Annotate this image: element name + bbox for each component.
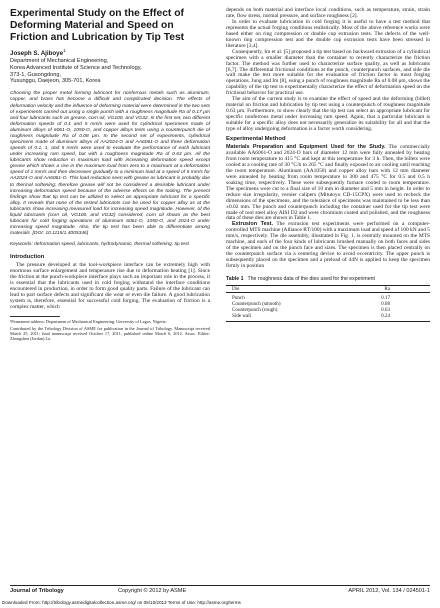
author-block — [10, 48, 210, 85]
extrusion-text: The extrusion test experiments were performed on a computer-controlled MTS machine (Alliance RT/100) with a maximum load and speed of 100 kN and 5 mm/s, respectively. The die assembly, illustrated in Fig. 1, is centrally mounted on the MTS machine, and each of the four kinds of lubricants brushed manually on both faces and sides of the specimen and on the punch face and sizes. The specimen is then placed centrally on the counterpunch surface via a centering device to avoid eccentricity. The upper punch is subsequently placed on the specimen and a preload of 44N is applied to keep the specimen firmly in position — [226, 221, 431, 270]
table-row — [226, 292, 430, 301]
paper-title: Experimental Study on the Effect of Deforming Material and Speed on Friction and Lubrication by Tip Test — [10, 8, 185, 43]
extrusion-paragraph — [226, 222, 430, 270]
extrusion-subheading: Extrusion Test. — [232, 221, 273, 228]
affiliation-line: Korea Advanced Institute of Science and Technology, — [10, 64, 142, 71]
page-footer — [10, 585, 430, 596]
table-cell-die: Punch — [232, 294, 245, 301]
table-header-die: Die — [232, 285, 240, 292]
table-cell-die: Side wall — [232, 312, 252, 319]
table-cell-die: Counterpunch (smooth) — [232, 300, 281, 307]
affiliation-line: 373-1, Gusongdong, — [10, 71, 62, 78]
table-caption-text: The roughness data of the dies used for the experiment — [247, 276, 375, 283]
left-column — [10, 8, 210, 343]
intro-paragraph: The pressure developed at the tool-workpiece interface can be extremely high with enormous surface enlargement and temperature rise due to deformation heating [1]. Since the friction at the punch-workpiece interface plays such an important role in the process, it is essential that the lubricants used in cold forging withstand the interface conditions encountered in production, in order to form good quality parts. Failure of the lubricant can lead to part surface defects and significant die wear or even die failure. A good lubrication system is, therefore, essential for successful cold forging. The evaluation of friction is a complex matter, which — [10, 262, 210, 311]
experimental-method-heading: Experimental Method — [226, 136, 286, 143]
author-footnote-marker: 1 — [63, 48, 66, 53]
materials-text: The commercially available AA6061-O and 2024-O bars of diameter 12 mm were fully annealed by heating from room temperature to 415 °C and kept at this temperature for 3 h. Then, the billets were cooled at a cooling rate of 30 °C/h to 265 °C and finally exposed to air cooling until reaching the room temperature. Aluminum (AA1050) and copper alloy bars with 12 mm diameter were annealed by heating from room temperature to 300 and 475 °C for 0.5 and 0.5 h soaking time, respectively. These were subsequently furnace cooled to room temperature. The specimens were cut to a final size of 10 mm in diameter and 5 mm in height. In order to reduce size irregularity, vernier calipers (Mitutoyo CD-15CPX) were used to recheck the dimensions of the specimens, and the tolerance of specimens was maintained to be less than ±0.02 mm. The punch and counterpunch including the container used for the tip test were made of tool steel alloy AISI D2 and were chromium coated and polished, and the roughness data of these dies are shown in Table 1. — [226, 144, 430, 222]
table-cell-ra: 0.63 — [381, 306, 390, 313]
keywords: Keywords: deformation speed, lubricants, hydrodynamic, thermal softening, tip test — [10, 242, 189, 248]
copyright-notice: Copyright © 2012 by ASME — [118, 588, 187, 594]
materials-paragraph — [226, 145, 430, 222]
footnote: ¹Permanent address: Department of Mechanical Engineering, University of Lagos, Nigeria. — [10, 318, 167, 324]
affiliation-line: Department of Mechanical Engineering, — [10, 57, 109, 64]
table-caption — [226, 276, 430, 283]
roughness-table — [226, 285, 430, 322]
body-paragraph: Consequently, Im et al. [5] proposed a tip test based on backward extrusion of a cylindrical specimen with a smaller diameter than the container to recently characterize the friction factor. The method was further used to characterize surface quality, as well as lubricants [6,7]. The differential frictional conditions at the punch, counterpunch surfaces, and side die wall make the test more suitable for the evaluation of friction factor in most forging operations. Jung and Im [8], using a punch of roughness magnitude Ra of 0.08 μm, shows the capability of the tip test to experimentally characterize the effect of deformation speed on the frictional behavior for practical use. — [226, 48, 430, 97]
table-header-ra: Ra — [384, 285, 390, 292]
affiliation-line: Yusunggu, Daejeon, 305-701, Korea — [10, 78, 101, 85]
materials-subheading: Materials Preparation and Equipment Used for the Study. — [226, 144, 386, 151]
table-cell-ra: 0.08 — [381, 300, 390, 307]
author-name: Joseph S. Ajiboye — [10, 49, 64, 57]
footnote: Contributed by the Tribology Division of ASME for publication in the Journal of Tribology. Manuscript received March 25, 2011; final manuscript received October 17, 2011; published online March 6, 2012. Assoc. Editor: Zhongshen (Jordan) Lu. — [10, 326, 210, 342]
issue-page-number: APRIL 2012, Vol. 134 / 024501-1 — [348, 588, 430, 594]
introduction-heading: Introduction — [10, 254, 45, 261]
table-cell-die: Counterpunch (rough) — [232, 306, 278, 313]
right-column — [226, 8, 430, 322]
footnote-divider — [10, 316, 60, 317]
download-notice: Downloaded From: http://tribology.asmedigitalcollection.asme.org/ on 05/10/2013 Terms of Use: http://asme.org/terms — [2, 600, 241, 605]
body-paragraph: depends on both material and interface local conditions, such as temperature, strain, strain rate, flow stress, normal pressure, and surface roughness [2]. — [226, 7, 430, 19]
table-header-row — [226, 285, 430, 292]
body-paragraph: In order to evaluate lubrication in cold forging it is useful to have a test method that represents the actual forging conditions realistically. Most of the above reference works were based either on ring compression or double cup extrusion tests. The defects of the well-known ring compression test and the double cup extrusion tests have been stressed in literature [3,4]. — [226, 18, 430, 49]
table-label: Table 1 — [226, 276, 244, 283]
table-cell-ra: 0.24 — [381, 312, 390, 319]
abstract: Choosing the proper metal forming lubricant for nonferrous metals such as aluminum, copper, and brass has become a difficult and complicated decision. The effects of deformation velocity and the influence of deforming material were determined in the two sets of experiments carried out using a single punch with a roughness magnitude Ra of 0.17 μm and four lubricants such as grease, corn oil, VG100, and VG32. In the first set, two different deformation speeds of 0.1 and 5 mm/s were used for cylindrical specimens made of aluminum alloys of 6061-O, 1050-O, and copper alloys tests using a counterpunch die of roughness magnitude Ra of 0.08 μm. In the second set of experiments, cylindrical specimens made of aluminum alloys of AA2024-O and AA6061-O and three deformation speeds of 0.1, 1, and 5 mm/s were used to evaluate the performance of each lubricant under increasing ram speed, but with a roughness magnitude Ra of 0.63 μm. All the lubricants show reduction in maximum load with increasing deformation speed except grease which shows a rise in the maximum load from zero to a maximum at a deformation speed of 1 mm/s and then decreases gradually to a minimum load at a speed of 5 mm/s for AA2024-O and AA6061-O. This load reduction seen with grease as lubricant is probably due to thermal softening; therefore grease will not be considered a desirable lubricant under increasing deformation speed because of the adverse effects on the tooling. The present findings show that tip test can be utilized to select an appropriate lubricant for a specific alloy. It reveals that none of the tested lubricants can be used for copper alloy as at the lubricants show increasing measured load for increasing speed magnitude. However, of the liquid lubricants (corn oil, VG100, and VG32) considered, corn oil shows as the best lubricant for cold forging operations of aluminum 6061-O, 1050-O, and 2024-O under increasing speed magnitude. Also, the tip test has been able to differentiate among materials. [DOI: 10.1115/1.4005346] — [10, 91, 210, 237]
table-cell-ra: 0.17 — [381, 294, 390, 301]
journal-name: Journal of Tribology — [10, 588, 64, 594]
body-paragraph: The aim of the current study is to examine the effect of speed and the deforming (billet) material on friction and lubrication by tip test using a counterpunch of roughness magnitude 0.63 μm. Furthermore, to show clearly that the tip test can select an appropriate lubricant for specific nonferrous metal under increasing ram speed. Again, that a particular lubricant is suitable for a specific alloy does not necessarily generalize its suitability for all and that the type of alloy undergoing deformation is a factor worth considering. — [226, 96, 430, 133]
table-row — [226, 313, 430, 322]
